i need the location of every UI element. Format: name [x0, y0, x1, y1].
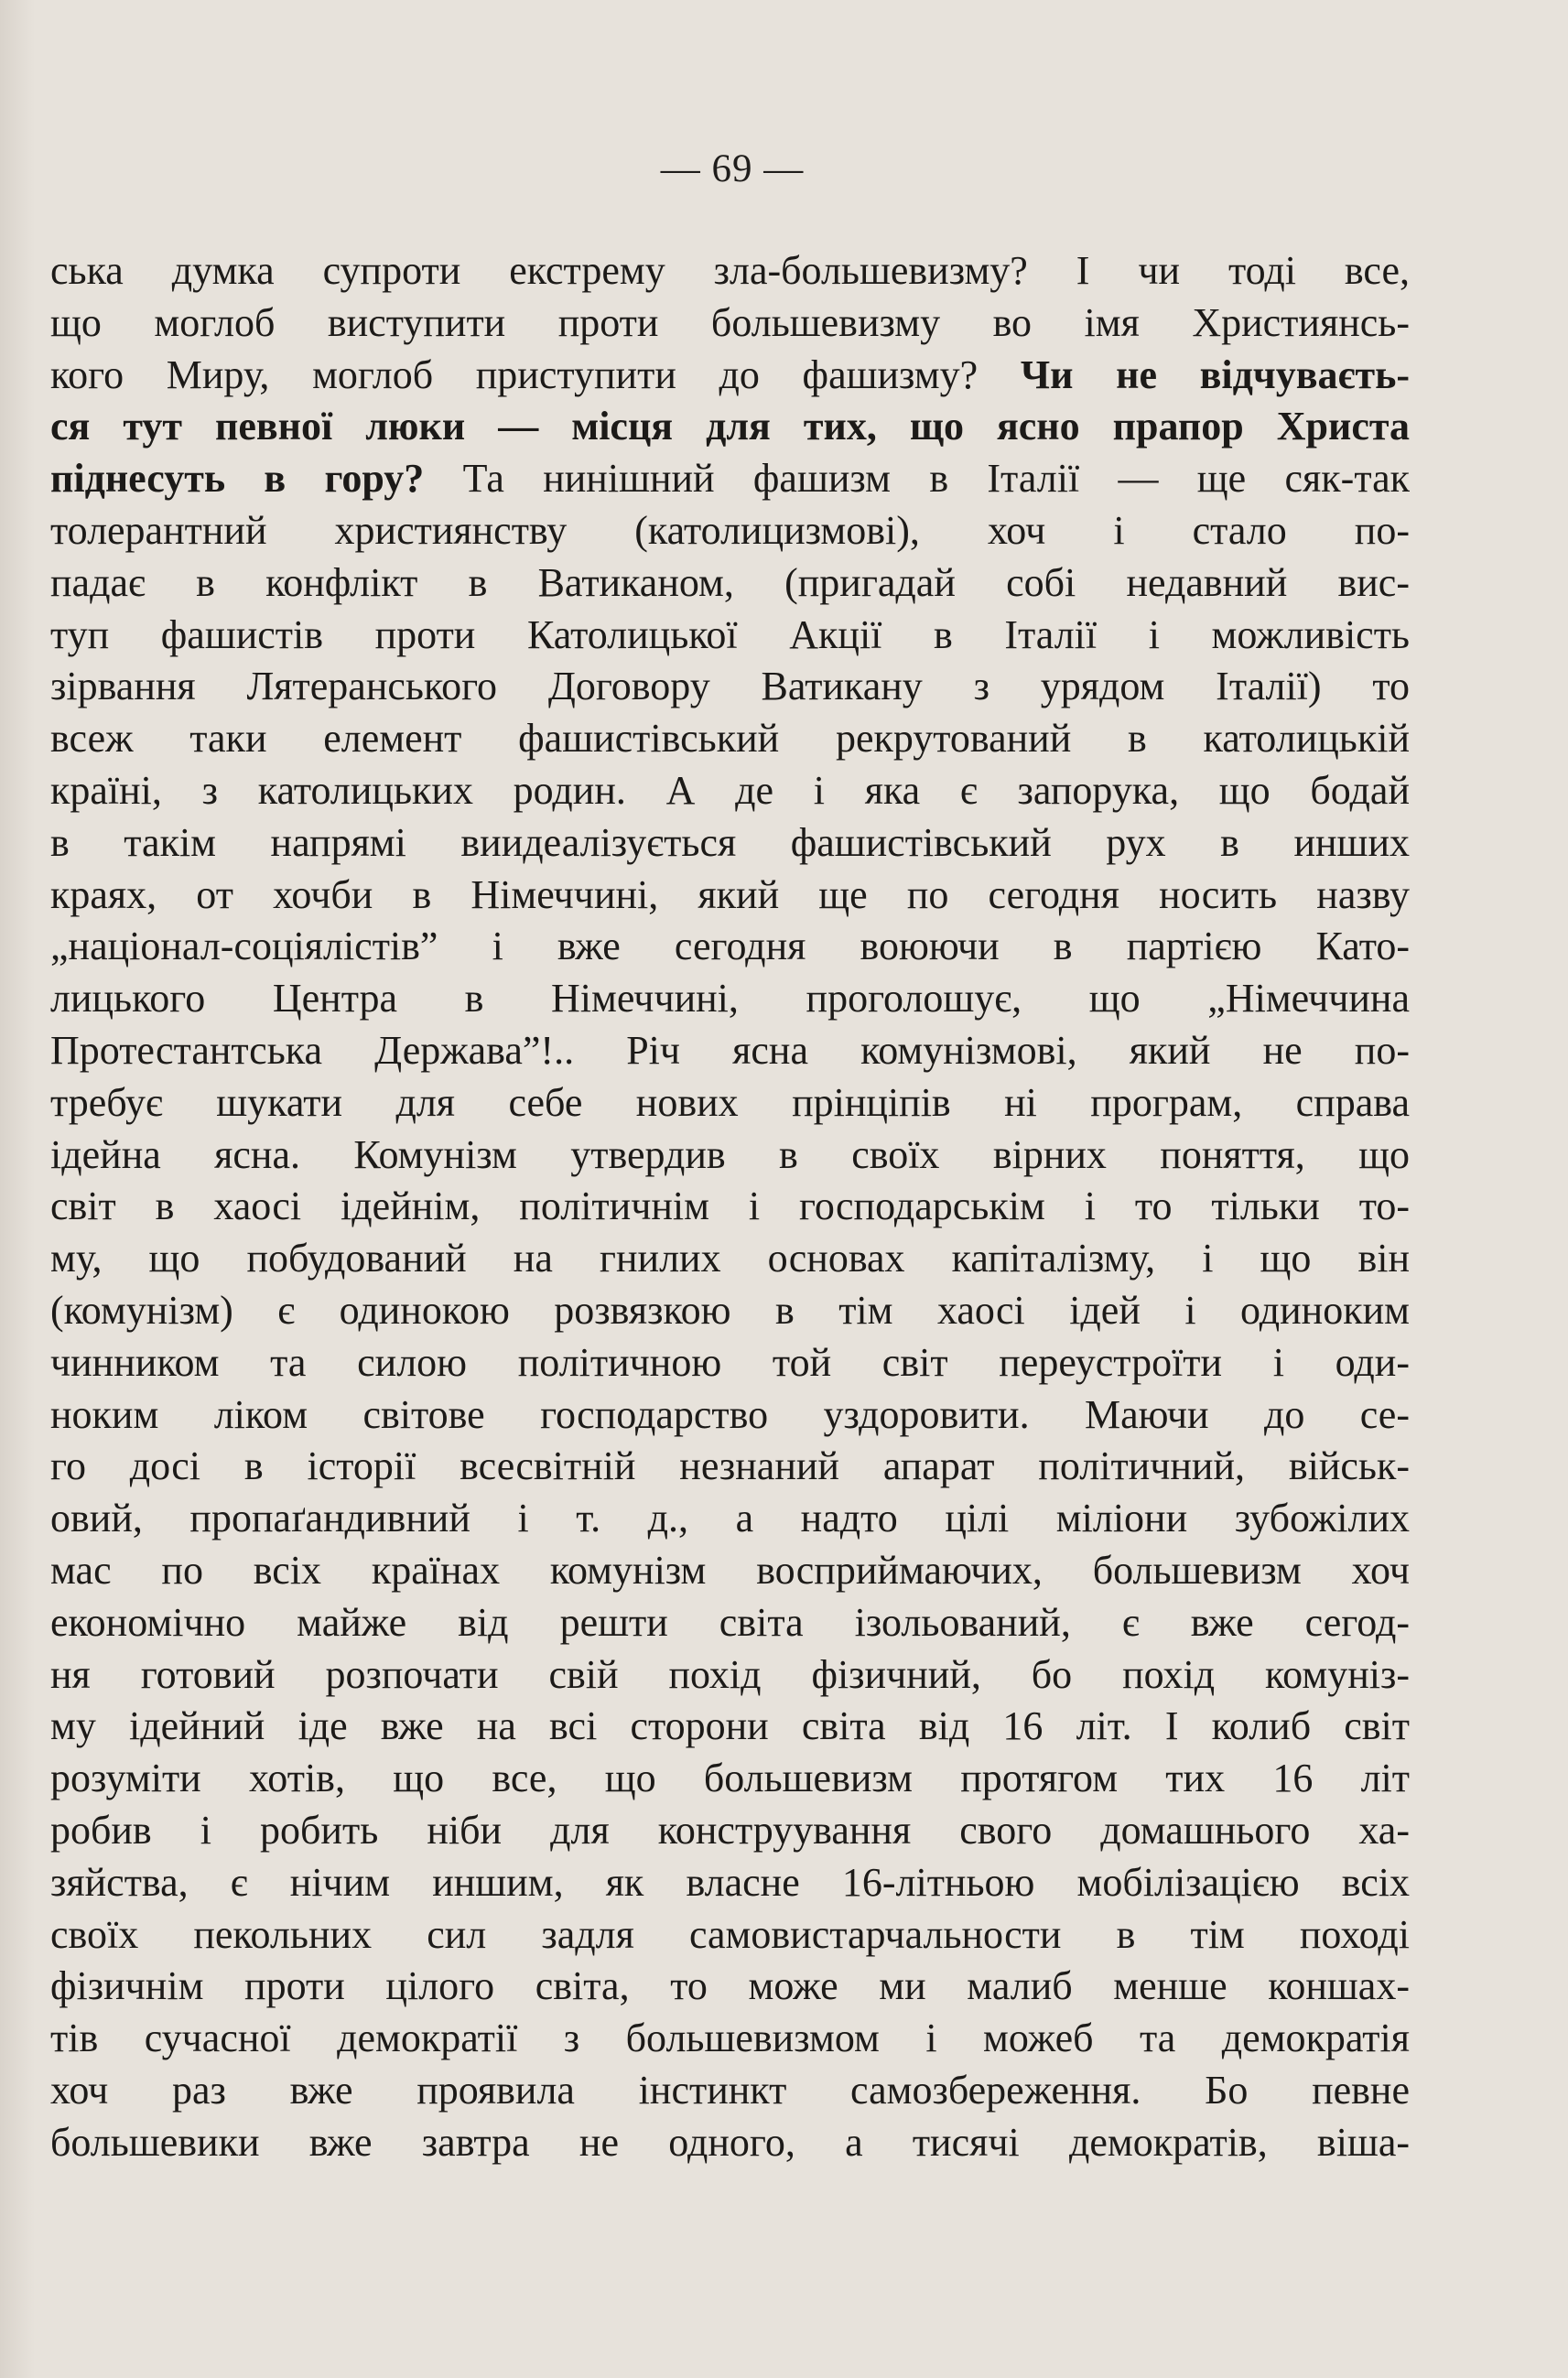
text-line	[50, 661, 1410, 713]
text-segment: Та нинішний фашизм в Італії — ще сяк-так	[424, 456, 1410, 502]
text-segment: лицького Центра в Німеччині, проголошує, що „Німеччина	[50, 976, 1410, 1021]
text-segment: хоч раз вже проявила інстинкт самозбереження. Бо певне	[50, 2067, 1410, 2113]
text-segment: падає в конфлікт в Ватиканом, (пригадай собі недавний вис-	[50, 559, 1410, 605]
text-line	[50, 401, 1410, 453]
text-segment: Протестантська Держава”!.. Річ ясна комунізмові, який не по-	[50, 1027, 1410, 1073]
text-line	[50, 453, 1410, 505]
text-line	[50, 2065, 1410, 2117]
text-segment: ська думка супроти екстрему зла-большевизму? І чи тоді все,	[50, 248, 1410, 293]
text-segment: толерантний християнству (католицизмові), хоч і стало по-	[50, 507, 1410, 553]
text-line	[50, 1337, 1410, 1389]
text-line	[50, 1805, 1410, 1857]
text-line	[50, 2013, 1410, 2065]
text-segment: всеж таки елемент фашистівський рекрутований в католицькій	[50, 716, 1410, 762]
text-line	[50, 245, 1410, 297]
bold-text-segment: Чи не відчуваєть-	[1020, 351, 1410, 397]
text-line	[50, 713, 1410, 765]
text-segment: му ідейний іде вже на всі сторони світа від 16 літ. І колиб світ	[50, 1703, 1410, 1749]
text-segment: фізичнім проти цілого світа, то може ми малиб менше коншах-	[50, 1963, 1410, 2009]
text-segment: тів сучасної демократії з большевизмом і можеб та демократія	[50, 2016, 1410, 2061]
bold-text-segment: ся тут певної люки — місця для тих, що ясно прапор Христа	[50, 404, 1410, 449]
text-line	[50, 1961, 1410, 2013]
text-line	[50, 1130, 1410, 1182]
text-line	[50, 297, 1410, 350]
text-line	[50, 1077, 1410, 1130]
text-segment: зяйства, є нічим иншим, як власне 16-літньою мобілізацією всіх	[50, 1859, 1410, 1905]
text-line	[50, 1597, 1410, 1649]
text-segment: що моглоб виступити проти большевизму во імя Християнсь-	[50, 299, 1410, 345]
page-number: — 69 —	[660, 147, 805, 190]
text-segment: в такім напрямі виидеалізується фашистівський рух в инших	[50, 819, 1410, 865]
text-segment: го досі в історії всесвітній незнаний апарат політичний, військ-	[50, 1443, 1410, 1489]
text-line	[50, 505, 1410, 557]
text-line	[50, 1285, 1410, 1337]
text-line	[50, 973, 1410, 1025]
text-segment: кого Миру, моглоб приступити до фашизму?	[50, 351, 1021, 397]
text-segment: требує шукати для себе нових прінціпів ні програм, справа	[50, 1079, 1410, 1125]
text-line	[50, 610, 1410, 662]
bold-text-segment: піднесуть в гору?	[50, 456, 425, 502]
text-segment: мас по всіх країнах комунізм восприймаючих, большевизм хоч	[50, 1547, 1410, 1593]
text-segment: ня готовий розпочати свій похід фізичний, бо похід комуніз-	[50, 1651, 1410, 1697]
text-segment: робив і робить ніби для конструування свого домашнього ха-	[50, 1807, 1410, 1853]
text-line	[50, 1857, 1410, 1909]
text-line	[50, 2117, 1410, 2169]
text-segment: овий, пропаґандивний і т. д., а надто цілі міліони зубожілих	[50, 1496, 1410, 1541]
text-segment: му, що побудований на гнилих основах капіталізму, і що він	[50, 1236, 1410, 1281]
text-line	[50, 1701, 1410, 1753]
text-segment: своїх пекольних сил задля самовистарчальности в тім поході	[50, 1911, 1410, 1957]
text-line	[50, 765, 1410, 817]
text-segment: зірвання Лятеранського Договору Ватикану з урядом Італії) то	[50, 664, 1410, 709]
text-line	[50, 557, 1410, 610]
text-line	[50, 350, 1410, 402]
text-line	[50, 1233, 1410, 1285]
text-segment: країні, з католицьких родин. А де і яка є запорука, що бодай	[50, 767, 1410, 813]
text-line	[50, 921, 1410, 973]
text-segment: економічно майже від решти світа ізольований, є вже сегод-	[50, 1599, 1410, 1645]
text-line	[50, 1181, 1410, 1233]
body-text	[50, 245, 1410, 2168]
page-gutter-shadow	[0, 0, 35, 2378]
text-line	[50, 1025, 1410, 1077]
text-line	[50, 1441, 1410, 1493]
text-line	[50, 1753, 1410, 1805]
text-segment: розуміти хотів, що все, що большевизм протягом тих 16 літ	[50, 1756, 1410, 1801]
text-segment: світ в хаосі ідейнім, політичнім і господарськім і то тільки то-	[50, 1184, 1410, 1229]
text-line	[50, 817, 1410, 870]
text-line	[50, 1389, 1410, 1442]
text-segment: (комунізм) є одинокою розвязкою в тім хаосі ідей і одиноким	[50, 1287, 1410, 1333]
text-segment: ноким ліком світове господарство уздоровити. Маючи до се-	[50, 1391, 1410, 1437]
text-segment: чинником та силою політичною той світ переустроїти і оди-	[50, 1339, 1410, 1385]
text-segment: туп фашистів проти Католицької Акції в Італії і можливість	[50, 611, 1410, 657]
text-segment: краях, от хочби в Німеччині, який ще по сегодня носить назву	[50, 871, 1410, 917]
text-line	[50, 870, 1410, 922]
text-line	[50, 1909, 1410, 1962]
text-line	[50, 1649, 1410, 1702]
text-line	[50, 1493, 1410, 1545]
text-segment: большевики вже завтра не одного, а тисячі демократів, віша-	[50, 2119, 1410, 2165]
text-segment: ідейна ясна. Комунізм утвердив в своїх вірних поняття, що	[50, 1131, 1410, 1177]
text-segment: „націонал-соціялістів” і вже сегодня воюючи в партією Като-	[50, 924, 1410, 969]
text-line	[50, 1545, 1410, 1597]
